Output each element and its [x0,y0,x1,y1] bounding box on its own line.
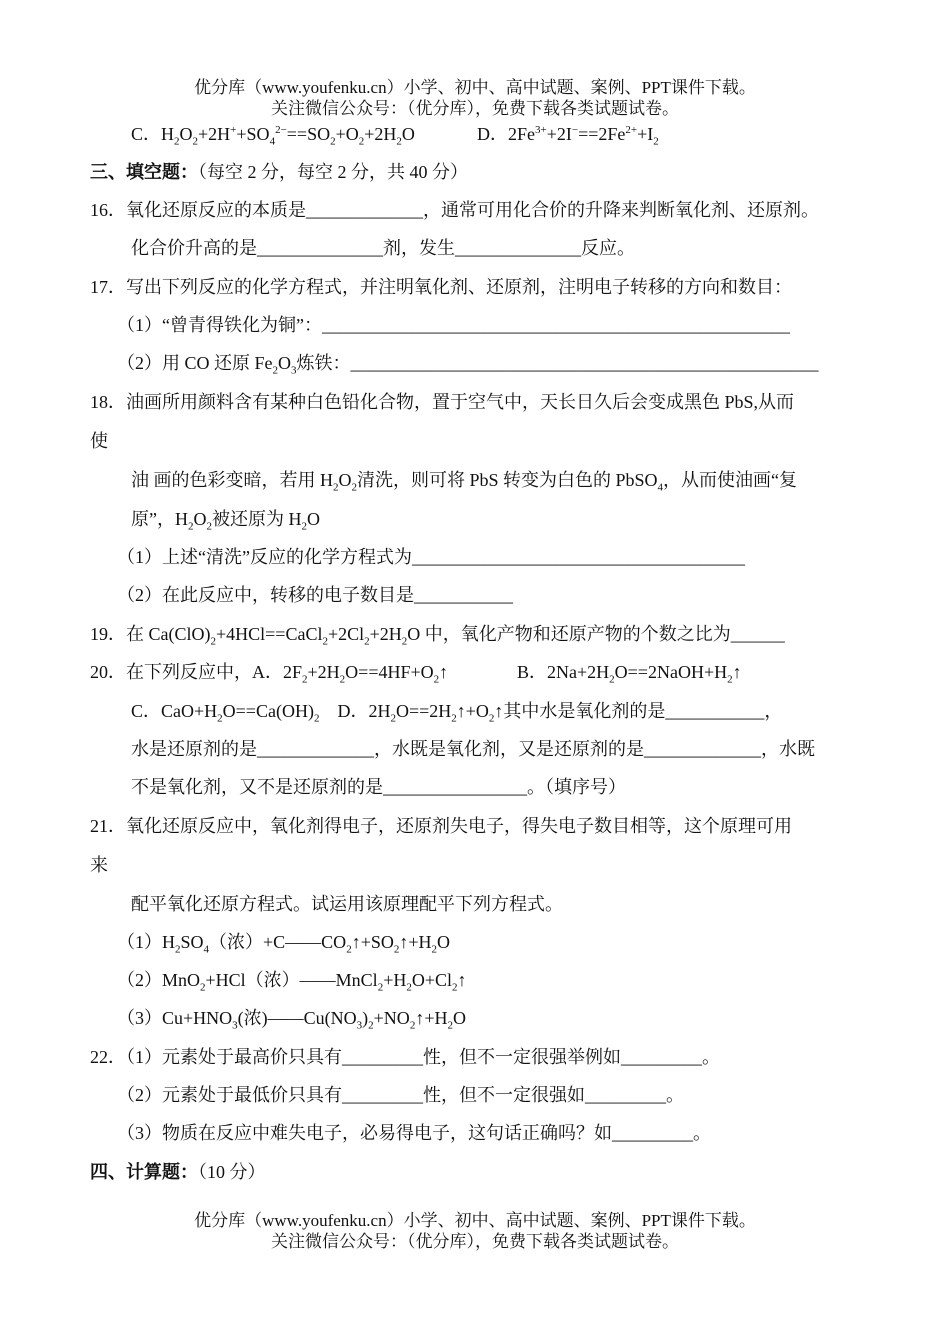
answer-blank[interactable]: ______________ [257,238,383,258]
question-18-wrap: 使 [90,431,108,451]
question-22-part-3: （3）物质在反应中难失电子，必易得电子，这句话正确吗？如_________。 [117,1123,711,1143]
question-16: 16．氧化还原反应的本质是_____________，通常可用化合价的升降来判断氧化剂、还原剂。 [90,200,819,220]
answer-blank[interactable]: _____________ [644,739,761,759]
question-17: 17．写出下列反应的化学方程式，并注明氧化剂、还原剂，注明电子转移的方向和数目： [90,277,792,297]
question-18-part-2: （2）在此反应中，转移的电子数目是___________ [117,585,513,605]
answer-blank[interactable]: _________ [612,1123,693,1143]
question-22-part-2: （2）元素处于最低价只具有_________性，但不一定很强如_________。 [117,1085,684,1105]
answer-blank[interactable]: _____________ [257,739,374,759]
question-21-line-2: 配平氧化还原方程式。试运用该原理配平下列方程式。 [131,894,563,914]
equation-2: （2）MnO$_2$+HCl（浓）$——MnCl_2+H_2O+Cl_2↑$ [117,970,467,994]
question-20: 20．在下列反应中，A．$2F_2+2H_2O==4HF+O_2↑$ [90,662,449,686]
footer-line-1: 优分库（www.youfenku.cn）小学、初中、高中试题、案例、PPT课件下载。 [194,1211,756,1230]
answer-blank[interactable]: ____________________________________________________ [350,353,819,373]
question-21: 21．氧化还原反应中，氧化剂得电子，还原剂失电子，得失电子数目相等，这个原理可用 [90,816,792,836]
equation-1: $(1)H_2SO_4$（浓）$+C——CO_2↑+SO_2↑+H_2O$ [117,932,451,956]
footer-line-2: 关注微信公众号：（优分库），免费下载各类试题试卷。 [271,1232,679,1251]
option-c: C．$H_2O_2+2H^++SO_4^{2-}==SO_2+O_2+2H_2O$ [131,124,415,148]
option-d: D．$2Fe^{3+}+2I^-==2Fe^{2+}+I_2$ [477,124,659,148]
question-18: 18．油画所用颜料含有某种白色铅化合物，置于空气中，天长日久后会变成黑色 PbS,从而 [90,392,795,412]
answer-blank[interactable]: _____________ [306,200,423,220]
question-18-line-3: 原”，$H_2O_2$被还原为 $H_2O$ [131,509,320,533]
question-18-part-1: （1）上述“清洗”反应的化学方程式为_____________________________________ [117,547,745,567]
question-16-line-2: 化合价升高的是______________剂，发生______________反应。 [131,238,635,258]
header-line-2: 关注微信公众号：（优分库），免费下载各类试题试卷。 [271,99,679,118]
answer-blank[interactable]: _____________________________________ [411,547,745,567]
question-20-line-4: 不是氧化剂，又不是还原剂的是________________。（填序号） [131,777,626,797]
question-19: 19．在 $Ca(ClO)_2+4HCl==CaCl_2+2Cl_2+2H_2O$ 中，氧化产物和还原产物的个数之比为______ [90,624,785,648]
equation-3: $(3)Cu+HNO_3$(浓)$——Cu(NO_3)_2+NO_2↑+H_2O$ [117,1008,466,1032]
answer-blank[interactable]: ______________ [455,238,581,258]
answer-blank[interactable]: _________ [621,1047,702,1067]
question-18-line-2: 油 画的色彩变暗，若用 $H_2O_2$清洗，则可将 PbS 转变为白色的 PbSO$_4$，从而使油画“复 [131,470,798,494]
answer-blank[interactable]: _________ [342,1047,423,1067]
question-21-wrap: 来 [90,855,108,875]
answer-blank[interactable]: ___________ [665,701,765,721]
answer-blank[interactable]: ________________ [383,777,527,797]
question-17-part-2: （2）用 CO 还原 $Fe_2O_3$炼铁：____________________________________________________ [117,353,819,377]
question-20-line-3: 水是还原剂的是_____________，水既是氧化剂，又是还原剂的是_____________，水既 [131,739,815,759]
question-20-line-2: C．$CaO+H_2O==Ca(OH)_2$ D．$2H_2O==2H_2↑+O_2↑$其中水是氧化剂的是___________， [131,701,783,725]
question-17-part-1: （1）“曾青得铁化为铜”：____________________________________________________ [117,315,790,335]
section-3-heading: 三、填空题：（每空 2 分，每空 2 分，共 40 分） [90,162,468,182]
page-footer [0,1210,950,1252]
question-20-option-b: B．$2Na+2H_2O==2NaOH+H_2↑$ [517,662,742,686]
answer-blank[interactable]: ___________ [414,585,513,605]
header-line-1: 优分库（www.youfenku.cn）小学、初中、高中试题、案例、PPT课件下载。 [194,78,756,97]
answer-blank[interactable]: _________ [585,1085,666,1105]
answer-blank[interactable]: _________ [342,1085,423,1105]
question-22: 22．（1）元素处于最高价只具有_________性，但不一定很强举例如_________。 [90,1047,720,1067]
section-4-heading: 四、计算题：（10 分） [90,1162,266,1182]
answer-blank[interactable]: ______ [730,624,785,644]
page-header [0,77,950,119]
answer-blank[interactable]: ____________________________________________________ [321,315,790,335]
